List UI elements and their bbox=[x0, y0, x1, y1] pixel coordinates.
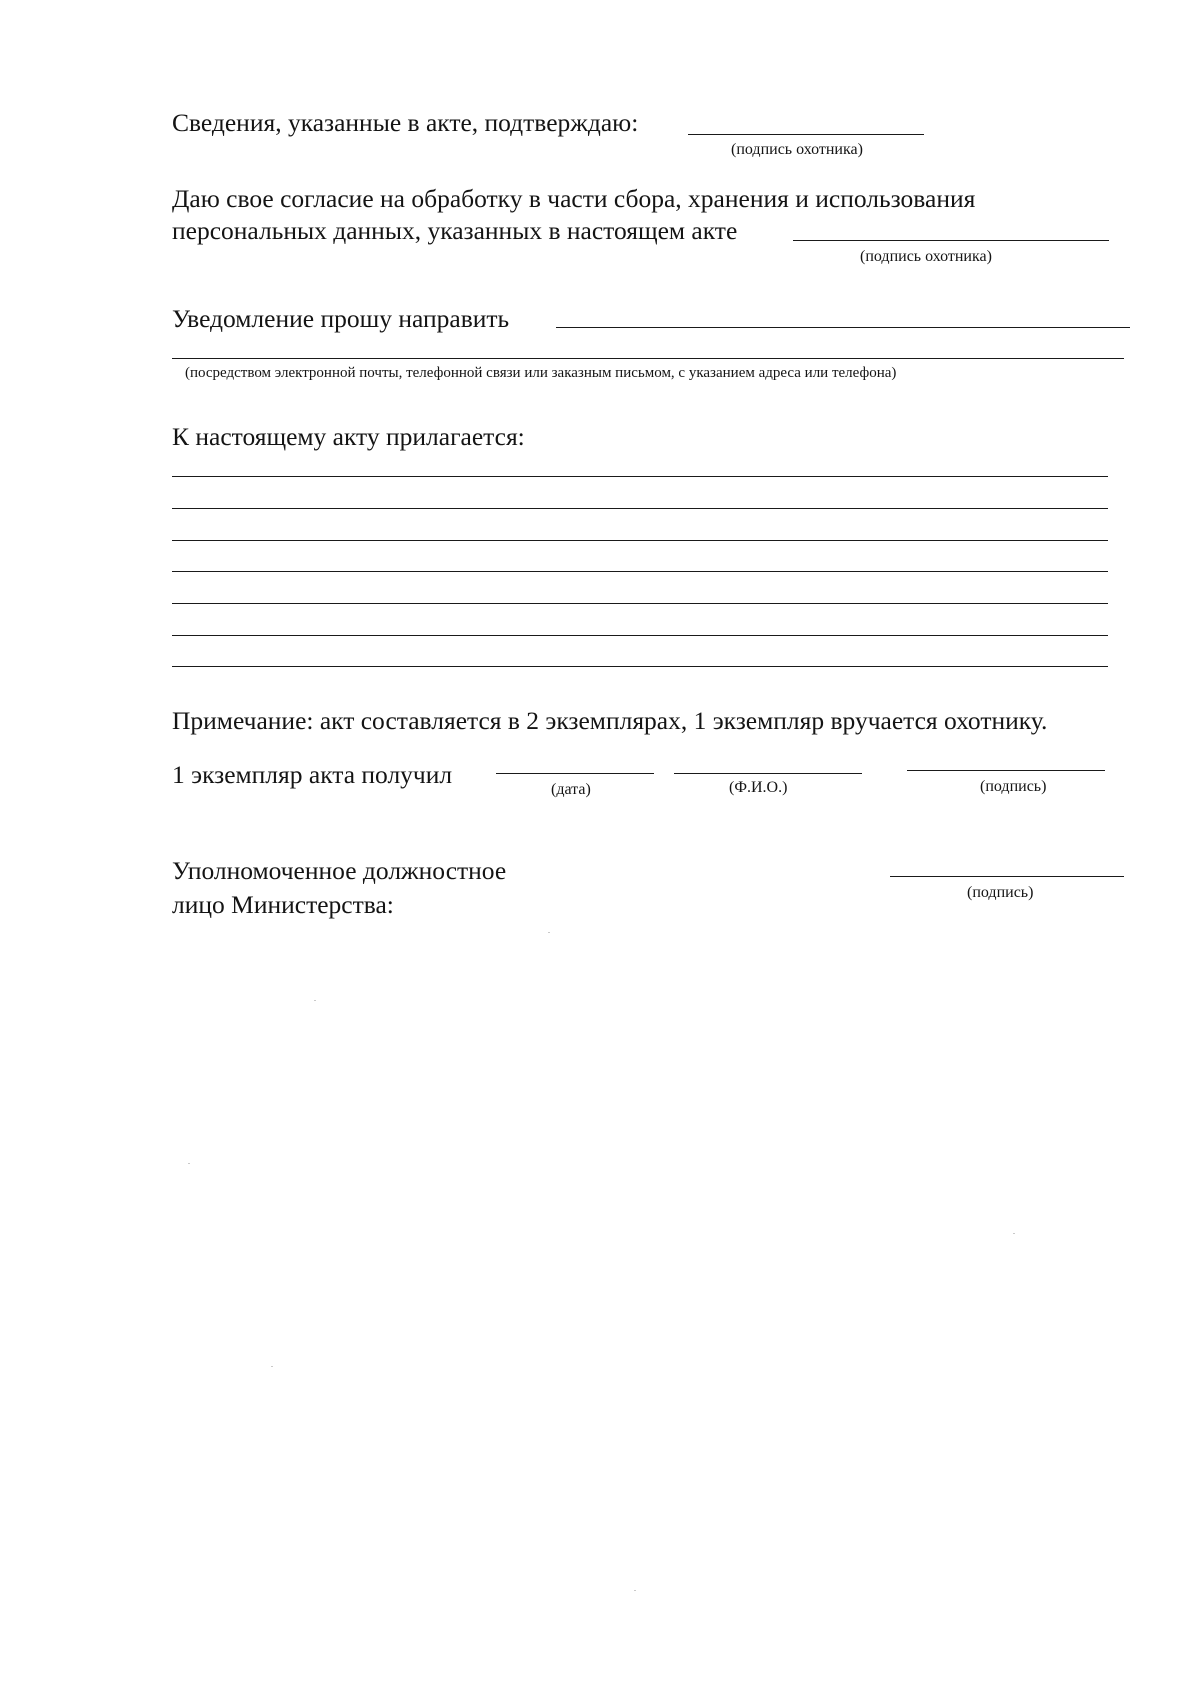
notify-caption: (посредством электронной почты, телефонной связи или заказным письмом, с указанием адреса или телефона) bbox=[185, 365, 897, 381]
attachment-line[interactable] bbox=[172, 603, 1108, 604]
consent-signature-caption: (подпись охотника) bbox=[860, 248, 992, 265]
official-title-line1: Уполномоченное должностное bbox=[172, 856, 507, 885]
attachment-line[interactable] bbox=[172, 540, 1108, 541]
attachment-line[interactable] bbox=[172, 666, 1108, 667]
consent-signature-line[interactable] bbox=[793, 240, 1109, 241]
scan-speck bbox=[188, 1163, 190, 1164]
official-signature-caption: (подпись) bbox=[967, 884, 1034, 901]
scan-speck bbox=[1013, 1233, 1015, 1234]
consent-text-line2: персональных данных, указанных в настоящем акте bbox=[172, 216, 738, 245]
official-title-line2: лицо Министерства: bbox=[172, 890, 394, 919]
confirm-signature-caption: (подпись охотника) bbox=[731, 141, 863, 158]
notify-line-2[interactable] bbox=[172, 358, 1124, 359]
scan-speck bbox=[634, 1590, 636, 1591]
notify-label: Уведомление прошу направить bbox=[172, 304, 510, 333]
consent-text-line1: Даю свое согласие на обработку в части сбора, хранения и использования bbox=[172, 184, 976, 213]
scan-speck bbox=[548, 932, 550, 933]
attachment-line[interactable] bbox=[172, 476, 1108, 477]
scan-speck bbox=[314, 1000, 316, 1001]
receipt-date-line[interactable] bbox=[496, 773, 654, 774]
notify-line-1[interactable] bbox=[556, 327, 1130, 328]
confirm-signature-line[interactable] bbox=[688, 134, 924, 135]
note-text: Примечание: акт составляется в 2 экземплярах, 1 экземпляр вручается охотнику. bbox=[172, 706, 1048, 735]
official-signature-line[interactable] bbox=[890, 876, 1124, 877]
receipt-name-line[interactable] bbox=[674, 773, 862, 774]
receipt-signature-line[interactable] bbox=[907, 770, 1105, 771]
attachments-label: К настоящему акту прилагается: bbox=[172, 422, 525, 451]
attachment-line[interactable] bbox=[172, 635, 1108, 636]
attachment-line[interactable] bbox=[172, 508, 1108, 509]
receipt-signature-caption: (подпись) bbox=[980, 778, 1047, 795]
scan-speck bbox=[271, 1366, 273, 1367]
receipt-date-caption: (дата) bbox=[551, 781, 591, 798]
attachment-line[interactable] bbox=[172, 571, 1108, 572]
receipt-label: 1 экземпляр акта получил bbox=[172, 760, 453, 789]
confirm-label: Сведения, указанные в акте, подтверждаю: bbox=[172, 108, 639, 137]
receipt-name-caption: (Ф.И.О.) bbox=[729, 779, 788, 796]
